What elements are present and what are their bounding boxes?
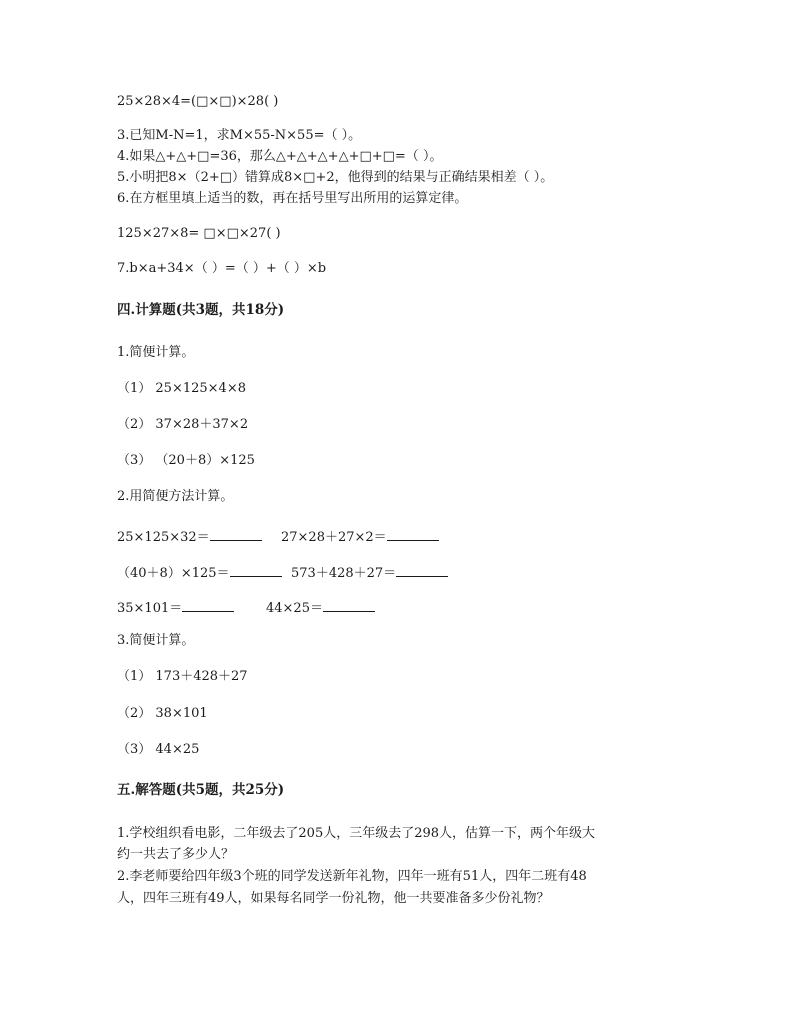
- question-item: （1） 173＋428＋27: [117, 669, 248, 684]
- fill-in-expression: [266, 598, 375, 618]
- problem-6-expression: 125×27×8= □×□×27( ): [117, 226, 281, 241]
- fill-in-expression: [117, 563, 282, 583]
- word-problem-line: 1.学校组织看电影，二年级去了205人，三年级去了298人，估算一下，两个年级大: [117, 826, 596, 841]
- problem-line: 25×28×4=(□×□)×28( ): [117, 94, 279, 109]
- question-title: 2.用简便方法计算。: [117, 489, 234, 504]
- answer-blank[interactable]: [182, 598, 234, 612]
- problem-4: 4.如果△+△+□=36，那么△+△+△+△+□+□=（ ）。: [117, 149, 443, 164]
- answer-blank[interactable]: [396, 563, 448, 577]
- problem-3: 3.已知M-N=1，求M×55-N×55=（ ）。: [117, 128, 362, 143]
- answer-blank[interactable]: [387, 527, 439, 541]
- answer-blank[interactable]: [230, 563, 282, 577]
- expression-text: 25×125×32＝: [117, 530, 210, 545]
- question-title: 3.简便计算。: [117, 633, 195, 648]
- section-heading-word-problems: 五.解答题(共5题，共25分): [117, 782, 285, 798]
- expression-text: 573＋428＋27＝: [291, 566, 397, 581]
- expression-text: （40＋8）×125＝: [117, 566, 230, 581]
- expression-text: 44×25＝: [266, 601, 323, 616]
- fill-in-expression: [281, 527, 439, 547]
- problem-5: 5.小明把8×（2+□）错算成8×□+2，他得到的结果与正确结果相差（ ）。: [117, 170, 554, 185]
- word-problem-line: 约一共去了多少人？: [117, 847, 235, 862]
- question-item: （1） 25×125×4×8: [117, 381, 246, 396]
- fill-in-expression: [117, 527, 262, 547]
- fill-in-expression: [291, 563, 448, 583]
- question-item: （3） 44×25: [117, 742, 200, 757]
- answer-blank[interactable]: [210, 527, 262, 541]
- problem-6: 6.在方框里填上适当的数，再在括号里写出所用的运算定律。: [117, 191, 468, 206]
- fill-in-expression: [117, 598, 234, 618]
- problem-7: 7.b×a+34×（ ）=（ ）+（ ）×b: [117, 261, 327, 276]
- question-title: 1.简便计算。: [117, 345, 195, 360]
- expression-text: 27×28＋27×2＝: [281, 530, 387, 545]
- question-item: （3） （20＋8）×125: [117, 453, 255, 468]
- expression-text: 35×101＝: [117, 601, 183, 616]
- answer-blank[interactable]: [323, 598, 375, 612]
- section-heading-calculation: 四.计算题(共3题，共18分): [117, 302, 285, 318]
- word-problem-line: 2.李老师要给四年级3个班的同学发送新年礼物，四年一班有51人，四年二班有48: [117, 869, 587, 884]
- question-item: （2） 37×28＋37×2: [117, 417, 249, 432]
- word-problem-line: 人，四年三班有49人，如果每名同学一份礼物，他一共要准备多少份礼物？: [117, 891, 550, 906]
- question-item: （2） 38×101: [117, 706, 208, 721]
